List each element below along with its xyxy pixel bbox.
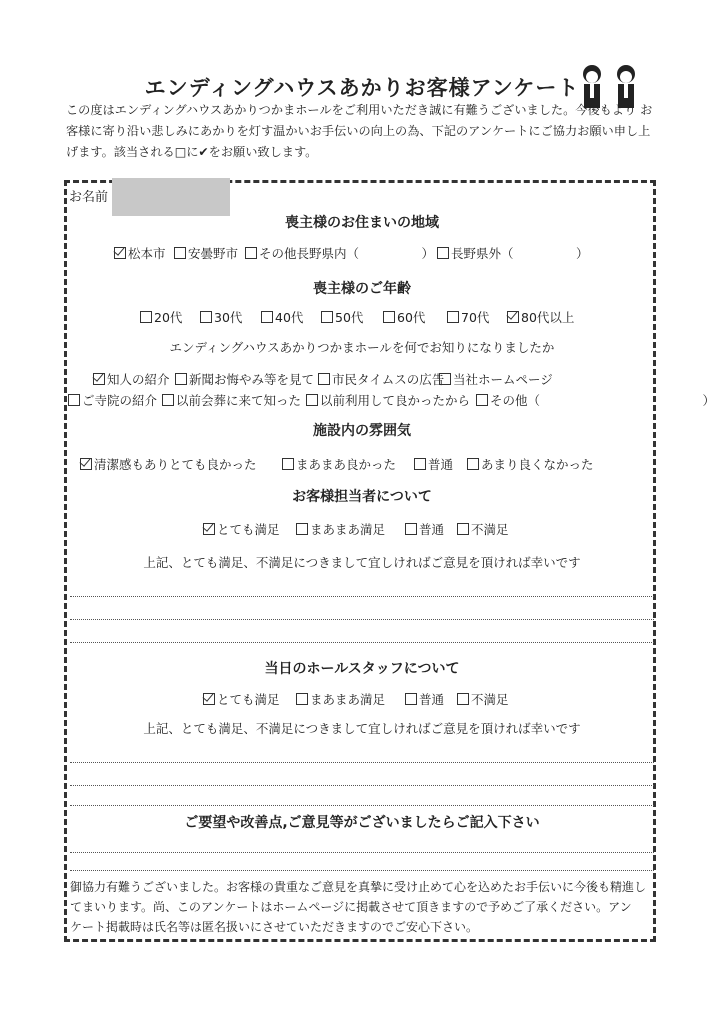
source-option-temple[interactable]: ご寺院の紹介 bbox=[68, 391, 157, 409]
age-option-50s[interactable]: 50代 bbox=[321, 308, 363, 326]
source-option-homepage[interactable]: 当社ホームページ bbox=[439, 370, 553, 388]
hall-staff-option-fairly-satisfied[interactable]: まあまあ満足 bbox=[296, 690, 385, 708]
staff-comment-prompt: 上記、とても満足、不満足につきまして宜しければご意見を頂ければ幸いです bbox=[143, 555, 581, 570]
age-option-40s[interactable]: 40代 bbox=[261, 308, 303, 326]
atmosphere-option-fair[interactable]: まあまあ良かった bbox=[282, 455, 396, 473]
hall-staff-option-unsatisfied[interactable]: 不満足 bbox=[457, 690, 509, 708]
requests-line-2[interactable] bbox=[70, 870, 654, 871]
staff-option-very-satisfied[interactable]: とても満足 bbox=[203, 520, 280, 538]
age-option-20s[interactable]: 20代 bbox=[140, 308, 182, 326]
atmosphere-heading: 施設内の雰囲気 bbox=[313, 423, 411, 439]
intro-paragraph: この度はエンディングハウスあかりつかまホールをご利用いただき誠に有難うございました。今後もより お 客様に寄り沿い悲しみにあかりを灯す温かいお手伝いの向上の為、下記のアンケートにご協力お願い申し上 げます。該当される□に✔をお願い致します。 bbox=[66, 103, 653, 159]
footer-note: 御協力有難うございました。お客様の貴重なご意見を真摯に受け止めて心を込めたお手伝いに今後も精進し てまいります。尚、このアンケートはホームページに掲載させて頂きますので予めご了承ください。アン ケート掲載時は氏名等は匿名扱いにさせていただきますのでご安心下さい。 bbox=[70, 880, 647, 934]
staff-option-unsatisfied[interactable]: 不満足 bbox=[457, 520, 509, 538]
staff-heading: お客様担当者について bbox=[292, 489, 432, 505]
age-option-30s[interactable]: 30代 bbox=[200, 308, 242, 326]
area-option-matsumoto[interactable]: 松本市 bbox=[114, 244, 166, 262]
source-question: エンディングハウスあかりつかまホールを何でお知りになりましたか bbox=[169, 340, 555, 355]
source-option-previous-use[interactable]: 以前利用して良かったから bbox=[306, 391, 470, 409]
age-option-80s-plus[interactable]: 80代以上 bbox=[507, 308, 574, 326]
source-option-acquaintance[interactable]: 知人の紹介 bbox=[93, 370, 170, 388]
hall-staff-comment-line-3[interactable] bbox=[70, 805, 654, 806]
staff-comment-line-1[interactable] bbox=[70, 596, 654, 597]
hall-staff-option-normal[interactable]: 普通 bbox=[405, 690, 444, 708]
age-option-60s[interactable]: 60代 bbox=[383, 308, 425, 326]
source-option-newspaper[interactable]: 新聞お悔やみ等を見て bbox=[175, 370, 314, 388]
atmosphere-option-very-good[interactable]: 清潔感もありとても良かった bbox=[80, 455, 257, 473]
area-option-nagano-other[interactable]: その他長野県内（ ） bbox=[245, 244, 434, 262]
atmosphere-option-normal[interactable]: 普通 bbox=[414, 455, 453, 473]
staff-option-normal[interactable]: 普通 bbox=[405, 520, 444, 538]
age-heading: 喪主様のご年齢 bbox=[313, 281, 411, 297]
hall-staff-heading: 当日のホールスタッフについて bbox=[264, 661, 460, 677]
source-option-times-ad[interactable]: 市民タイムスの広告 bbox=[318, 370, 444, 388]
area-option-azumino[interactable]: 安曇野市 bbox=[174, 244, 238, 262]
staff-comment-line-3[interactable] bbox=[70, 642, 654, 643]
hall-staff-comment-line-1[interactable] bbox=[70, 762, 654, 763]
area-option-outside-nagano[interactable]: 長野県外（ ） bbox=[437, 244, 589, 262]
area-heading: 喪主様のお住まいの地域 bbox=[285, 215, 439, 231]
hall-staff-comment-prompt: 上記、とても満足、不満足につきまして宜しければご意見を頂ければ幸いです bbox=[143, 721, 581, 736]
name-label: お名前 bbox=[69, 190, 109, 205]
source-option-other[interactable]: その他（ ） bbox=[476, 391, 715, 409]
age-option-70s[interactable]: 70代 bbox=[447, 308, 489, 326]
hall-staff-comment-line-2[interactable] bbox=[70, 785, 654, 786]
requests-heading: ご要望や改善点,ご意見等がございましたらご記入下さい bbox=[184, 815, 540, 831]
source-option-previous-attend[interactable]: 以前会葬に来て知った bbox=[162, 391, 301, 409]
staff-option-fairly-satisfied[interactable]: まあまあ満足 bbox=[296, 520, 385, 538]
page-title: エンディングハウスあかりお客様アンケート bbox=[144, 76, 580, 100]
atmosphere-option-not-good[interactable]: あまり良くなかった bbox=[467, 455, 594, 473]
staff-comment-line-2[interactable] bbox=[70, 619, 654, 620]
redacted-name bbox=[112, 178, 230, 216]
requests-line-1[interactable] bbox=[70, 852, 654, 853]
hall-staff-option-very-satisfied[interactable]: とても満足 bbox=[203, 690, 280, 708]
